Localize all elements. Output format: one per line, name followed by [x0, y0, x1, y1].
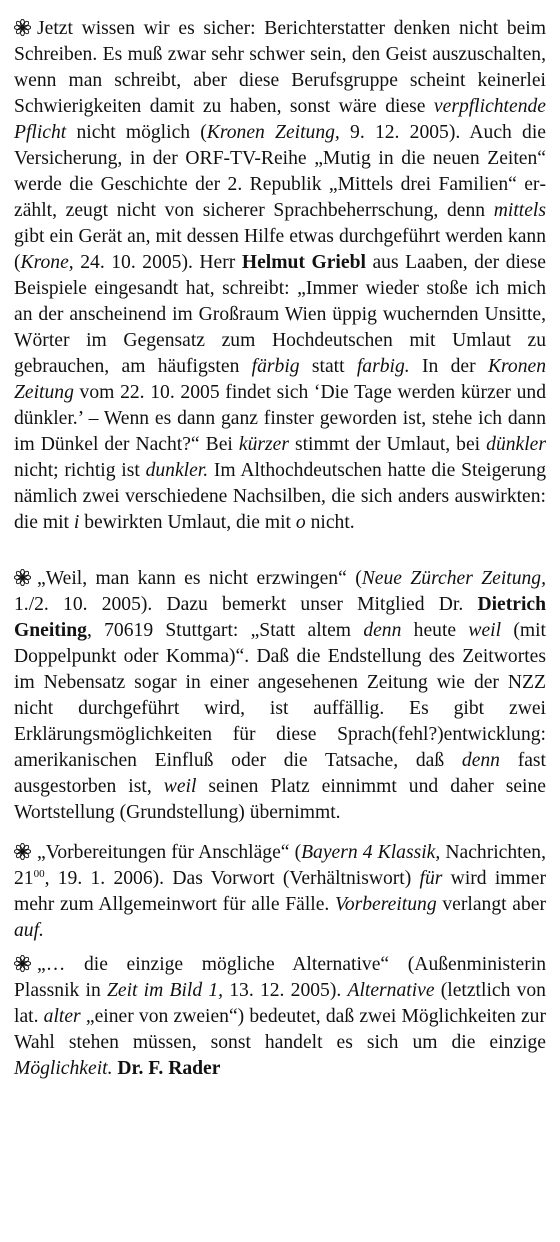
entry-4 [14, 952, 546, 1082]
italic-text: farbig. [356, 356, 410, 377]
text-run: (mit Doppelpunkt oder Komma)“. Daß die Endstellung des Zeitwortes im Nebensatz sogar in einer angesehenen Zeitung wie der NZZ nicht durchgeführt wird, ist auffällig. Es gibt zwei Erklärungsmöglichkeiten für diese Sprach(fehl?)entwicklung: amerikanischen Einfluß oder die Tatsache, daß [14, 620, 546, 771]
flower-ornament-icon [14, 569, 31, 586]
italic-text: denn [363, 620, 402, 641]
bold-name: Dr. F. Rader [117, 1058, 221, 1079]
text-run: heute [401, 620, 469, 641]
text-run: 24. 10. 2005). Herr [73, 252, 242, 273]
text-run: , 19. 1. 2006). Das Vorwort (Verhältniswort) [44, 868, 420, 889]
italic-text: Zeit im Bild 1, [106, 980, 224, 1001]
text-run: In der [409, 356, 488, 377]
text-run: seinen Platz einnimmt und daher seine Wortstellung (Grundstellung) übernimmt. [14, 776, 546, 823]
text-run: , 70619 Stuttgart: „Statt altem [86, 620, 364, 641]
superscript-text: 00 [33, 868, 45, 880]
italic-text: Kronen Zeitung [14, 356, 546, 403]
italic-text: kürzer [238, 434, 289, 455]
text-run: verlangt aber [436, 894, 546, 915]
flower-ornament-icon [14, 843, 31, 860]
text-run: (letztlich von lat. [14, 980, 546, 1027]
italic-text: mittels [493, 200, 546, 221]
italic-text: dunkler. [145, 460, 209, 481]
entry-3 [14, 840, 546, 944]
italic-text: dünkler [486, 434, 547, 455]
text-run: „Weil, man kann es nicht erzwingen“ ( [37, 568, 362, 589]
italic-text: färbig [251, 356, 300, 377]
text-run: nicht; richtig ist [14, 460, 146, 481]
italic-text: weil [468, 620, 502, 641]
text-run: Jetzt wissen wir es sicher: Berichterstatter denken nicht beim Schreiben. Es muß zwar sehr schwer sein, den Geist auszuschalten, wenn man schreibt, aber diese Berufsgruppe scheint keinerlei Schwierigkeiten damit zu haben, sonst wäre diese [14, 18, 546, 117]
text-run: Nachrichten, 21 [14, 842, 546, 889]
text-run: nicht möglich ( [66, 122, 207, 143]
italic-text: denn [461, 750, 500, 771]
italic-text: o [295, 512, 306, 533]
italic-text: Bayern 4 Klassik, [301, 842, 441, 863]
bold-name: Helmut Griebl [241, 252, 366, 273]
text-run: „einer von zweien“) bedeutet, daß zwei Möglichkeiten zur Wahl stehen müssen, sonst handelt es sich um die einzige [14, 1006, 546, 1053]
text-run: fast ausgestorben ist, [14, 750, 546, 797]
text-run: vom 22. 10. 2005 findet sich ‘Die Tage werden kürzer und dünkler.’ – Wenn es dann ganz finster geworden ist, stehe ich dann im Dünkel der Nacht?“ Bei [14, 382, 546, 455]
text-run: „Vorbereitungen für Anschläge“ ( [37, 842, 302, 863]
text-run: nicht. [305, 512, 355, 533]
text-run: 13. 12. 2005). [223, 980, 348, 1001]
italic-text: für [419, 868, 443, 889]
text-run: wird immer mehr zum Allgemeinwort für alle Fälle. [14, 868, 546, 915]
italic-text: Möglichkeit. [14, 1058, 113, 1079]
italic-text: i [73, 512, 80, 533]
text-run: 1./2. 10. 2005). Dazu bemerkt unser Mitglied Dr. [14, 594, 478, 615]
italic-text: verpflichtende Pflicht [14, 96, 546, 143]
italic-text: auf. [14, 920, 44, 941]
text-run: aus Laaben, der diese Beispiele eingesandt hat, schreibt: „Immer wieder stoße ich mich an der anscheinend im Großraum Wien üppig wuchernden Unsitte, Wörter im Gegensatz zum Hochdeutschen mit Umlaut zu gebrauchen, am häufigsten [14, 252, 546, 377]
text-run: gibt ein Gerät an, mit dessen Hilfe etwas durchgeführt werden kann ( [14, 226, 546, 273]
italic-text: Krone, [20, 252, 74, 273]
italic-text: alter [43, 1006, 81, 1027]
italic-text: Alternative [347, 980, 435, 1001]
bold-name: Dietrich Gneiting [14, 594, 546, 641]
italic-text: weil [163, 776, 197, 797]
italic-text: Kronen Zeitung, [206, 122, 340, 143]
flower-ornament-icon [14, 19, 31, 36]
italic-text: Vorbereitung [335, 894, 437, 915]
text-run: bewirkten Umlaut, die mit [79, 512, 296, 533]
entry-1 [14, 16, 546, 536]
text-run: Im Althochdeutschen hatte die Steigerung nämlich zwei verschiedene Nachsilben, die sich anders auswirkten: die mit [14, 460, 546, 533]
flower-ornament-icon [14, 955, 31, 972]
entry-2 [14, 566, 546, 826]
text-run: 9. 12. 2005). Auch die Versicherung, in der ORF-TV-Reihe „Mutig in die neuen Zeiten“ werde die Geschichte der 2. Republik „Mittels drei Familien“ erzählt, zeugt nicht von sicherer Sprachbeherrschung, denn [14, 122, 546, 221]
text-run: statt [299, 356, 357, 377]
text-run: stimmt der Umlaut, bei [288, 434, 487, 455]
italic-text: Neue Zürcher Zeitung, [361, 568, 546, 589]
text-run: „… die einzige mögliche Alternative“ (Außenministerin Plassnik in [14, 954, 546, 1001]
